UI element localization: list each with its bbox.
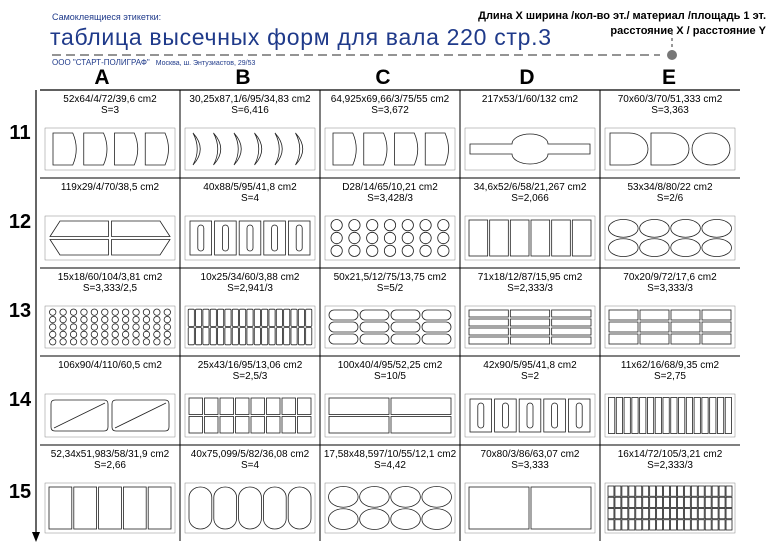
cell-area-label: S=2/6 (656, 193, 684, 204)
cell-size-label: 50x21,5/12/75/13,75 cm2 (333, 272, 447, 283)
cell-size-label: 106x90/4/110/60,5 cm2 (58, 360, 162, 371)
cell-size-label: 15x18/60/104/3,81 cm2 (57, 272, 163, 283)
cell-area-label: S=2,66 (94, 460, 126, 471)
cell-size-label: 70x20/9/72/17,6 cm2 (623, 272, 717, 283)
row-number: 13 (8, 300, 32, 322)
cell-area-label: S=2,5/3 (232, 371, 268, 382)
cell-size-label: 53x34/8/80/22 cm2 (627, 182, 713, 193)
company-address: Москва, ш. Энтузиастов, 29/53 (155, 60, 256, 67)
header-subtitle: Самоклеящиеся этикетки: (52, 12, 162, 22)
cell-size-label: 17,58x48,597/10/55/12,1 cm2 (323, 449, 457, 460)
cell-size-label: 70x60/3/70/51,333 cm2 (617, 94, 723, 105)
cell-area-label: S=5/2 (376, 283, 404, 294)
cell-size-label: 64,925x69,66/3/75/55 cm2 (330, 94, 450, 105)
column-letter: E (661, 66, 676, 89)
cell-area-label: S=2,333/3 (507, 283, 553, 294)
cell-area-label: S=3 (100, 105, 120, 116)
row-number: 15 (8, 481, 32, 503)
cell-area-label: S=3,672 (371, 105, 409, 116)
cell-size-label: 10x25/34/60/3,88 cm2 (200, 272, 300, 283)
cell-size-label: 52x64/4/72/39,6 cm2 (63, 94, 157, 105)
cell-size-label: 71x18/12/87/15,95 cm2 (477, 272, 583, 283)
cell-size-label: 16x14/72/105/3,21 cm2 (617, 449, 723, 460)
row-number: 12 (8, 211, 32, 233)
cell-area-label: S=2,75 (654, 371, 686, 382)
cell-area-label: S=2 (520, 371, 540, 382)
cell-area-label: S=2,066 (511, 193, 549, 204)
page-title: таблица высечных форм для вала 220 стр.3 (50, 24, 552, 50)
cell-size-label: 42x90/5/95/41,8 cm2 (483, 360, 577, 371)
cell-area-label: S=10/5 (374, 371, 406, 382)
column-letter: D (519, 66, 535, 89)
company-name: ООО "СТАРТ-ПОЛИГРАФ" (52, 58, 150, 67)
cell-size-label: 34,6x52/6/58/21,267 cm2 (473, 182, 587, 193)
cell-size-label: 40x75,099/5/82/36,08 cm2 (190, 449, 310, 460)
row-number: 11 (9, 122, 31, 144)
cell-size-label: 11x62/16/68/9,35 cm2 (620, 360, 720, 371)
column-letter: A (94, 66, 110, 89)
column-letter: B (235, 66, 251, 89)
cell-area-label: S=3,333/3 (647, 283, 693, 294)
cell-size-label: 70x80/3/86/63,07 cm2 (480, 449, 580, 460)
cell-area-label: S=6,416 (231, 105, 269, 116)
cell-area-label: S=4 (240, 193, 260, 204)
cell-size-label: 25x43/16/95/13,06 cm2 (197, 360, 303, 371)
cell-size-label: 100x40/4/95/52,25 cm2 (337, 360, 443, 371)
cell-size-label: 52,34x51,983/58/31,9 cm2 (50, 449, 170, 460)
column-letter: C (375, 66, 391, 89)
legend-line-2: расстояние X / расстояние Y (610, 25, 766, 37)
cell-size-label: 40x88/5/95/41,8 cm2 (203, 182, 297, 193)
cell-size-label: D28/14/65/10,21 cm2 (342, 182, 438, 193)
cell-area-label: S=3,333 (511, 460, 549, 471)
cell-area-label: S=3,428/3 (367, 193, 413, 204)
cell-area-label: S=3,333/2,5 (82, 283, 138, 294)
cell-area-label: S=2,333/3 (647, 460, 693, 471)
cell-area-label: S=4 (240, 460, 260, 471)
cell-area-label: S=3,363 (651, 105, 689, 116)
legend-line-1: Длина X ширина /кол-во эт./ материал /площадь 1 эт. (478, 10, 766, 22)
cell-area-label: S=4,42 (374, 460, 406, 471)
cell-size-label: 119x29/4/70/38,5 cm2 (60, 182, 160, 193)
cell-size-label: 217x53/1/60/132 cm2 (481, 94, 579, 105)
row-number: 14 (8, 388, 32, 411)
cell-area-label: S=2,941/3 (227, 283, 273, 294)
cell-size-label: 30,25x87,1/6/95/34,83 cm2 (189, 94, 311, 105)
